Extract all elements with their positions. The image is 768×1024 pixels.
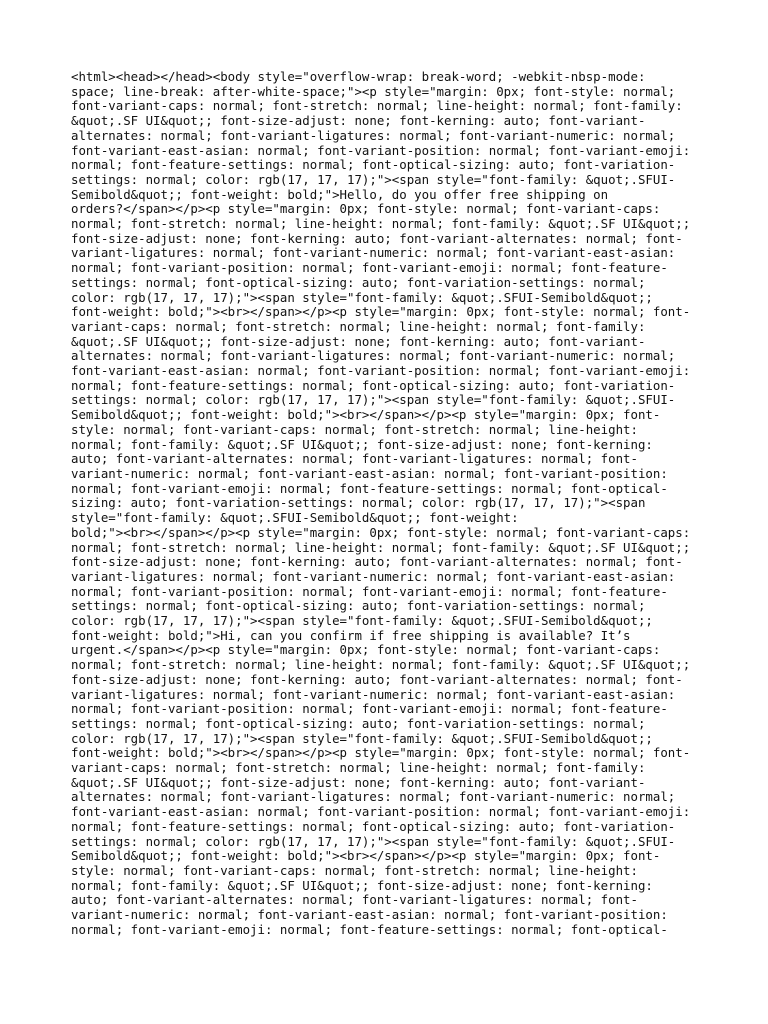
source-line: sizing: auto; font-variation-settings: normal; color: rgb(17, 17, 17);"><span: [71, 495, 646, 511]
source-line: font-variant-east-asian: normal; font-variant-position: normal; font-variant-emoji:: [71, 804, 691, 820]
source-line: alternates: normal; font-variant-ligatures: normal; font-variant-numeric: normal;: [71, 789, 676, 805]
source-line: bold;"><br></span></p><p style="margin: 0px; font-style: normal; font-variant-caps:: [71, 524, 691, 540]
source-line: color: rgb(17, 17, 17);"><span style="font-family: &quot;.SFUI-Semibold&quot;;: [71, 730, 653, 746]
source-line: font-variant-east-asian: normal; font-variant-position: normal; font-variant-emoji:: [71, 363, 691, 379]
source-line: settings: normal; font-optical-sizing: auto; font-variation-settings: normal;: [71, 715, 646, 731]
source-line: style: normal; font-variant-caps: normal; font-stretch: normal; line-height:: [71, 862, 638, 878]
source-line: alternates: normal; font-variant-ligatures: normal; font-variant-numeric: normal;: [71, 127, 676, 143]
source-line: normal; font-stretch: normal; line-height: normal; font-family: &quot;.SF UI&quot;;: [71, 657, 691, 673]
source-line: normal; font-variant-position: normal; font-variant-emoji: normal; font-feature-: [71, 583, 668, 599]
source-line: settings: normal; color: rgb(17, 17, 17);"><span style="font-family: &quot;.SFUI-: [71, 171, 676, 187]
source-line: normal; font-stretch: normal; line-height: normal; font-family: &quot;.SF UI&quot;;: [71, 216, 691, 232]
source-line: normal; font-stretch: normal; line-height: normal; font-family: &quot;.SF UI&quot;;: [71, 539, 691, 555]
source-line: normal; font-variant-emoji: normal; font-feature-settings: normal; font-optical-: [71, 921, 668, 937]
raw-html-source-text: [71, 70, 711, 937]
source-line: color: rgb(17, 17, 17);"><span style="font-family: &quot;.SFUI-Semibold&quot;;: [71, 613, 653, 629]
source-line: normal; font-feature-settings: normal; font-optical-sizing: auto; font-variation-: [71, 377, 676, 393]
source-line: normal; font-variant-emoji: normal; font-feature-settings: normal; font-optical-: [71, 480, 668, 496]
source-line: variant-caps: normal; font-stretch: normal; line-height: normal; font-family:: [71, 760, 646, 776]
source-line: font-size-adjust: none; font-kerning: auto; font-variant-alternates: normal; font-: [71, 554, 683, 570]
source-line: settings: normal; font-optical-sizing: auto; font-variation-settings: normal;: [71, 598, 646, 614]
source-line: style="font-family: &quot;.SFUI-Semibold&quot;; font-weight:: [71, 510, 519, 526]
source-line: normal; font-family: &quot;.SF UI&quot;; font-size-adjust: none; font-kerning:: [71, 877, 653, 893]
source-line: font-variant-caps: normal; font-stretch: normal; line-height: normal; font-family:: [71, 98, 683, 114]
source-line: settings: normal; color: rgb(17, 17, 17);"><span style="font-family: &quot;.SFUI-: [71, 392, 676, 408]
source-line: urgent.</span></p><p style="margin: 0px; font-style: normal; font-variant-caps:: [71, 642, 661, 658]
source-line: normal; font-variant-position: normal; font-variant-emoji: normal; font-feature-: [71, 260, 668, 276]
source-line: auto; font-variant-alternates: normal; font-variant-ligatures: normal; font-: [71, 451, 638, 467]
source-line: space; line-break: after-white-space;"><p style="margin: 0px; font-style: normal;: [71, 83, 676, 99]
source-line: variant-ligatures: normal; font-variant-numeric: normal; font-variant-east-asian:: [71, 568, 676, 584]
source-line: font-weight: bold;"><br></span></p><p style="margin: 0px; font-style: normal; font-: [71, 304, 691, 320]
source-line: color: rgb(17, 17, 17);"><span style="font-family: &quot;.SFUI-Semibold&quot;;: [71, 289, 653, 305]
source-line: variant-ligatures: normal; font-variant-numeric: normal; font-variant-east-asian:: [71, 686, 676, 702]
source-line: &quot;.SF UI&quot;; font-size-adjust: none; font-kerning: auto; font-variant-: [71, 113, 646, 129]
source-line: settings: normal; color: rgb(17, 17, 17);"><span style="font-family: &quot;.SFUI-: [71, 833, 676, 849]
source-line: variant-numeric: normal; font-variant-east-asian: normal; font-variant-position:: [71, 907, 668, 923]
source-line: normal; font-feature-settings: normal; font-optical-sizing: auto; font-variation-: [71, 818, 676, 834]
source-line: &quot;.SF UI&quot;; font-size-adjust: none; font-kerning: auto; font-variant-: [71, 333, 646, 349]
source-line: font-size-adjust: none; font-kerning: auto; font-variant-alternates: normal; font-: [71, 671, 683, 687]
source-line: settings: normal; font-optical-sizing: auto; font-variation-settings: normal;: [71, 274, 646, 290]
source-line: normal; font-feature-settings: normal; font-optical-sizing: auto; font-variation-: [71, 157, 676, 173]
source-line: Semibold&quot;; font-weight: bold;">Hello, do you offer free shipping on: [71, 186, 609, 202]
source-line: orders?</span></p><p style="margin: 0px; font-style: normal; font-variant-caps:: [71, 201, 661, 217]
source-line: variant-ligatures: normal; font-variant-numeric: normal; font-variant-east-asian:: [71, 245, 676, 261]
source-line: variant-numeric: normal; font-variant-east-asian: normal; font-variant-position:: [71, 465, 668, 481]
source-line: normal; font-family: &quot;.SF UI&quot;; font-size-adjust: none; font-kerning:: [71, 436, 653, 452]
source-line: normal; font-variant-position: normal; font-variant-emoji: normal; font-feature-: [71, 701, 668, 717]
source-line: variant-caps: normal; font-stretch: normal; line-height: normal; font-family:: [71, 318, 646, 334]
source-line: font-weight: bold;">Hi, can you confirm if free shipping is available? It’s: [71, 627, 631, 643]
source-line: &quot;.SF UI&quot;; font-size-adjust: none; font-kerning: auto; font-variant-: [71, 774, 646, 790]
source-line: Semibold&quot;; font-weight: bold;"><br></span></p><p style="margin: 0px; font-: [71, 407, 661, 423]
source-line: alternates: normal; font-variant-ligatures: normal; font-variant-numeric: normal;: [71, 348, 676, 364]
source-line: auto; font-variant-alternates: normal; font-variant-ligatures: normal; font-: [71, 892, 638, 908]
source-line: Semibold&quot;; font-weight: bold;"><br></span></p><p style="margin: 0px; font-: [71, 848, 661, 864]
source-line: font-size-adjust: none; font-kerning: auto; font-variant-alternates: normal; font-: [71, 230, 683, 246]
source-line: font-variant-east-asian: normal; font-variant-position: normal; font-variant-emoji:: [71, 142, 691, 158]
source-line: <html><head></head><body style="overflow-wrap: break-word; -webkit-nbsp-mode:: [71, 69, 646, 84]
source-line: style: normal; font-variant-caps: normal; font-stretch: normal; line-height:: [71, 421, 638, 437]
source-line: font-weight: bold;"><br></span></p><p style="margin: 0px; font-style: normal; font-: [71, 745, 691, 761]
